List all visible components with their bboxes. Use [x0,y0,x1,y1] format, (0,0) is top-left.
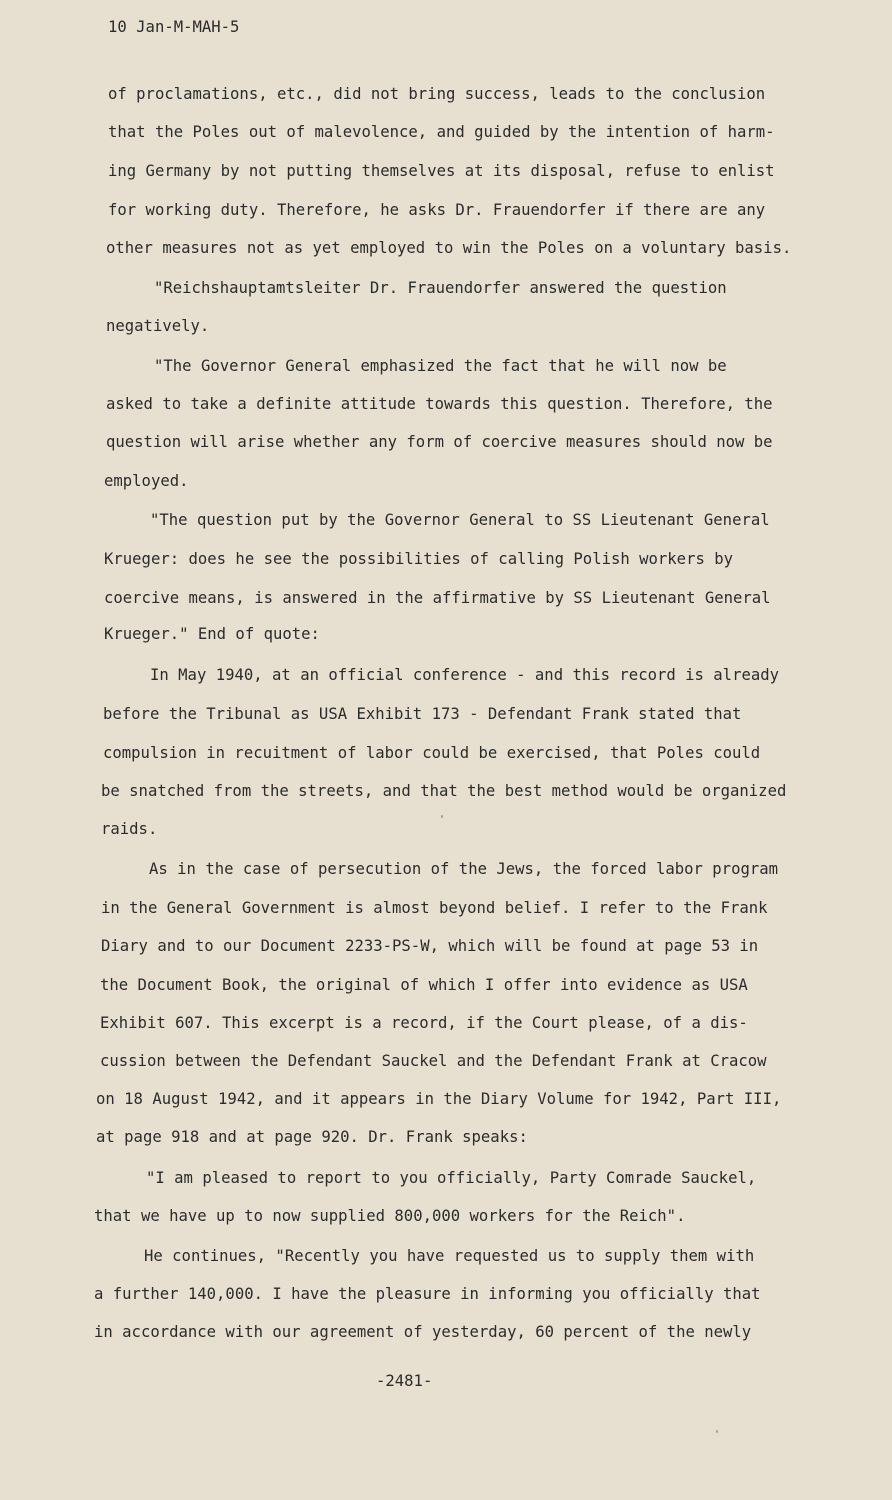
page-number: -2481- [376,1372,433,1390]
text-line: cussion between the Defendant Sauckel and the Defendant Frank at Cracow [100,1052,767,1070]
text-line: employed. [104,472,189,490]
text-line: He continues, "Recently you have requested us to supply them with [144,1247,755,1265]
text-line: asked to take a definite attitude towards this question. Therefore, the [106,395,773,413]
document-reference: 10 Jan-M-MAH-5 [108,18,240,36]
text-line: of proclamations, etc., did not bring success, leads to the conclusion [108,85,766,103]
text-line: "Reichshauptamtsleiter Dr. Frauendorfer answered the question [154,279,727,297]
text-line: raids. [101,820,158,838]
paper-speck [441,815,443,818]
text-line: at page 918 and at page 920. Dr. Frank speaks: [96,1128,528,1146]
text-line: Diary and to our Document 2233-PS-W, which will be found at page 53 in [101,937,759,955]
text-line: that we have up to now supplied 800,000 workers for the Reich". [94,1207,686,1225]
text-line: ing Germany by not putting themselves at its disposal, refuse to enlist [108,162,775,180]
text-line: a further 140,000. I have the pleasure in informing you officially that [94,1285,761,1303]
text-line: Krueger." End of quote: [104,625,320,643]
text-line: In May 1940, at an official conference - and this record is already [150,666,780,684]
text-line: that the Poles out of malevolence, and guided by the intention of harm- [108,123,775,141]
text-line: on 18 August 1942, and it appears in the Diary Volume for 1942, Part III, [96,1090,782,1108]
text-line: "The Governor General emphasized the fact that he will now be [154,357,727,375]
text-line: other measures not as yet employed to win the Poles on a voluntary basis. [106,239,792,257]
text-line: the Document Book, the original of which I offer into evidence as USA [100,976,748,994]
text-line: Exhibit 607. This excerpt is a record, if the Court please, of a dis- [100,1014,748,1032]
text-line: be snatched from the streets, and that the best method would be organized [101,782,787,800]
text-line: question will arise whether any form of coercive measures should now be [106,433,773,451]
text-line: "The question put by the Governor General to SS Lieutenant General [150,511,770,529]
text-line: As in the case of persecution of the Jews, the forced labor program [149,860,779,878]
text-line: Krueger: does he see the possibilities of calling Polish workers by [104,550,734,568]
text-line: before the Tribunal as USA Exhibit 173 - Defendant Frank stated that [103,705,742,723]
text-line: "I am pleased to report to you officially, Party Comrade Sauckel, [146,1169,757,1187]
text-line: in the General Government is almost beyond belief. I refer to the Frank [101,899,768,917]
text-line: for working duty. Therefore, he asks Dr. Frauendorfer if there are any [108,201,766,219]
text-line: in accordance with our agreement of yesterday, 60 percent of the newly [94,1323,752,1341]
text-line: negatively. [106,317,210,335]
text-line: compulsion in recuitment of labor could be exercised, that Poles could [103,744,761,762]
paper-speck [716,1430,718,1433]
text-line: coercive means, is answered in the affirmative by SS Lieutenant General [104,589,771,607]
